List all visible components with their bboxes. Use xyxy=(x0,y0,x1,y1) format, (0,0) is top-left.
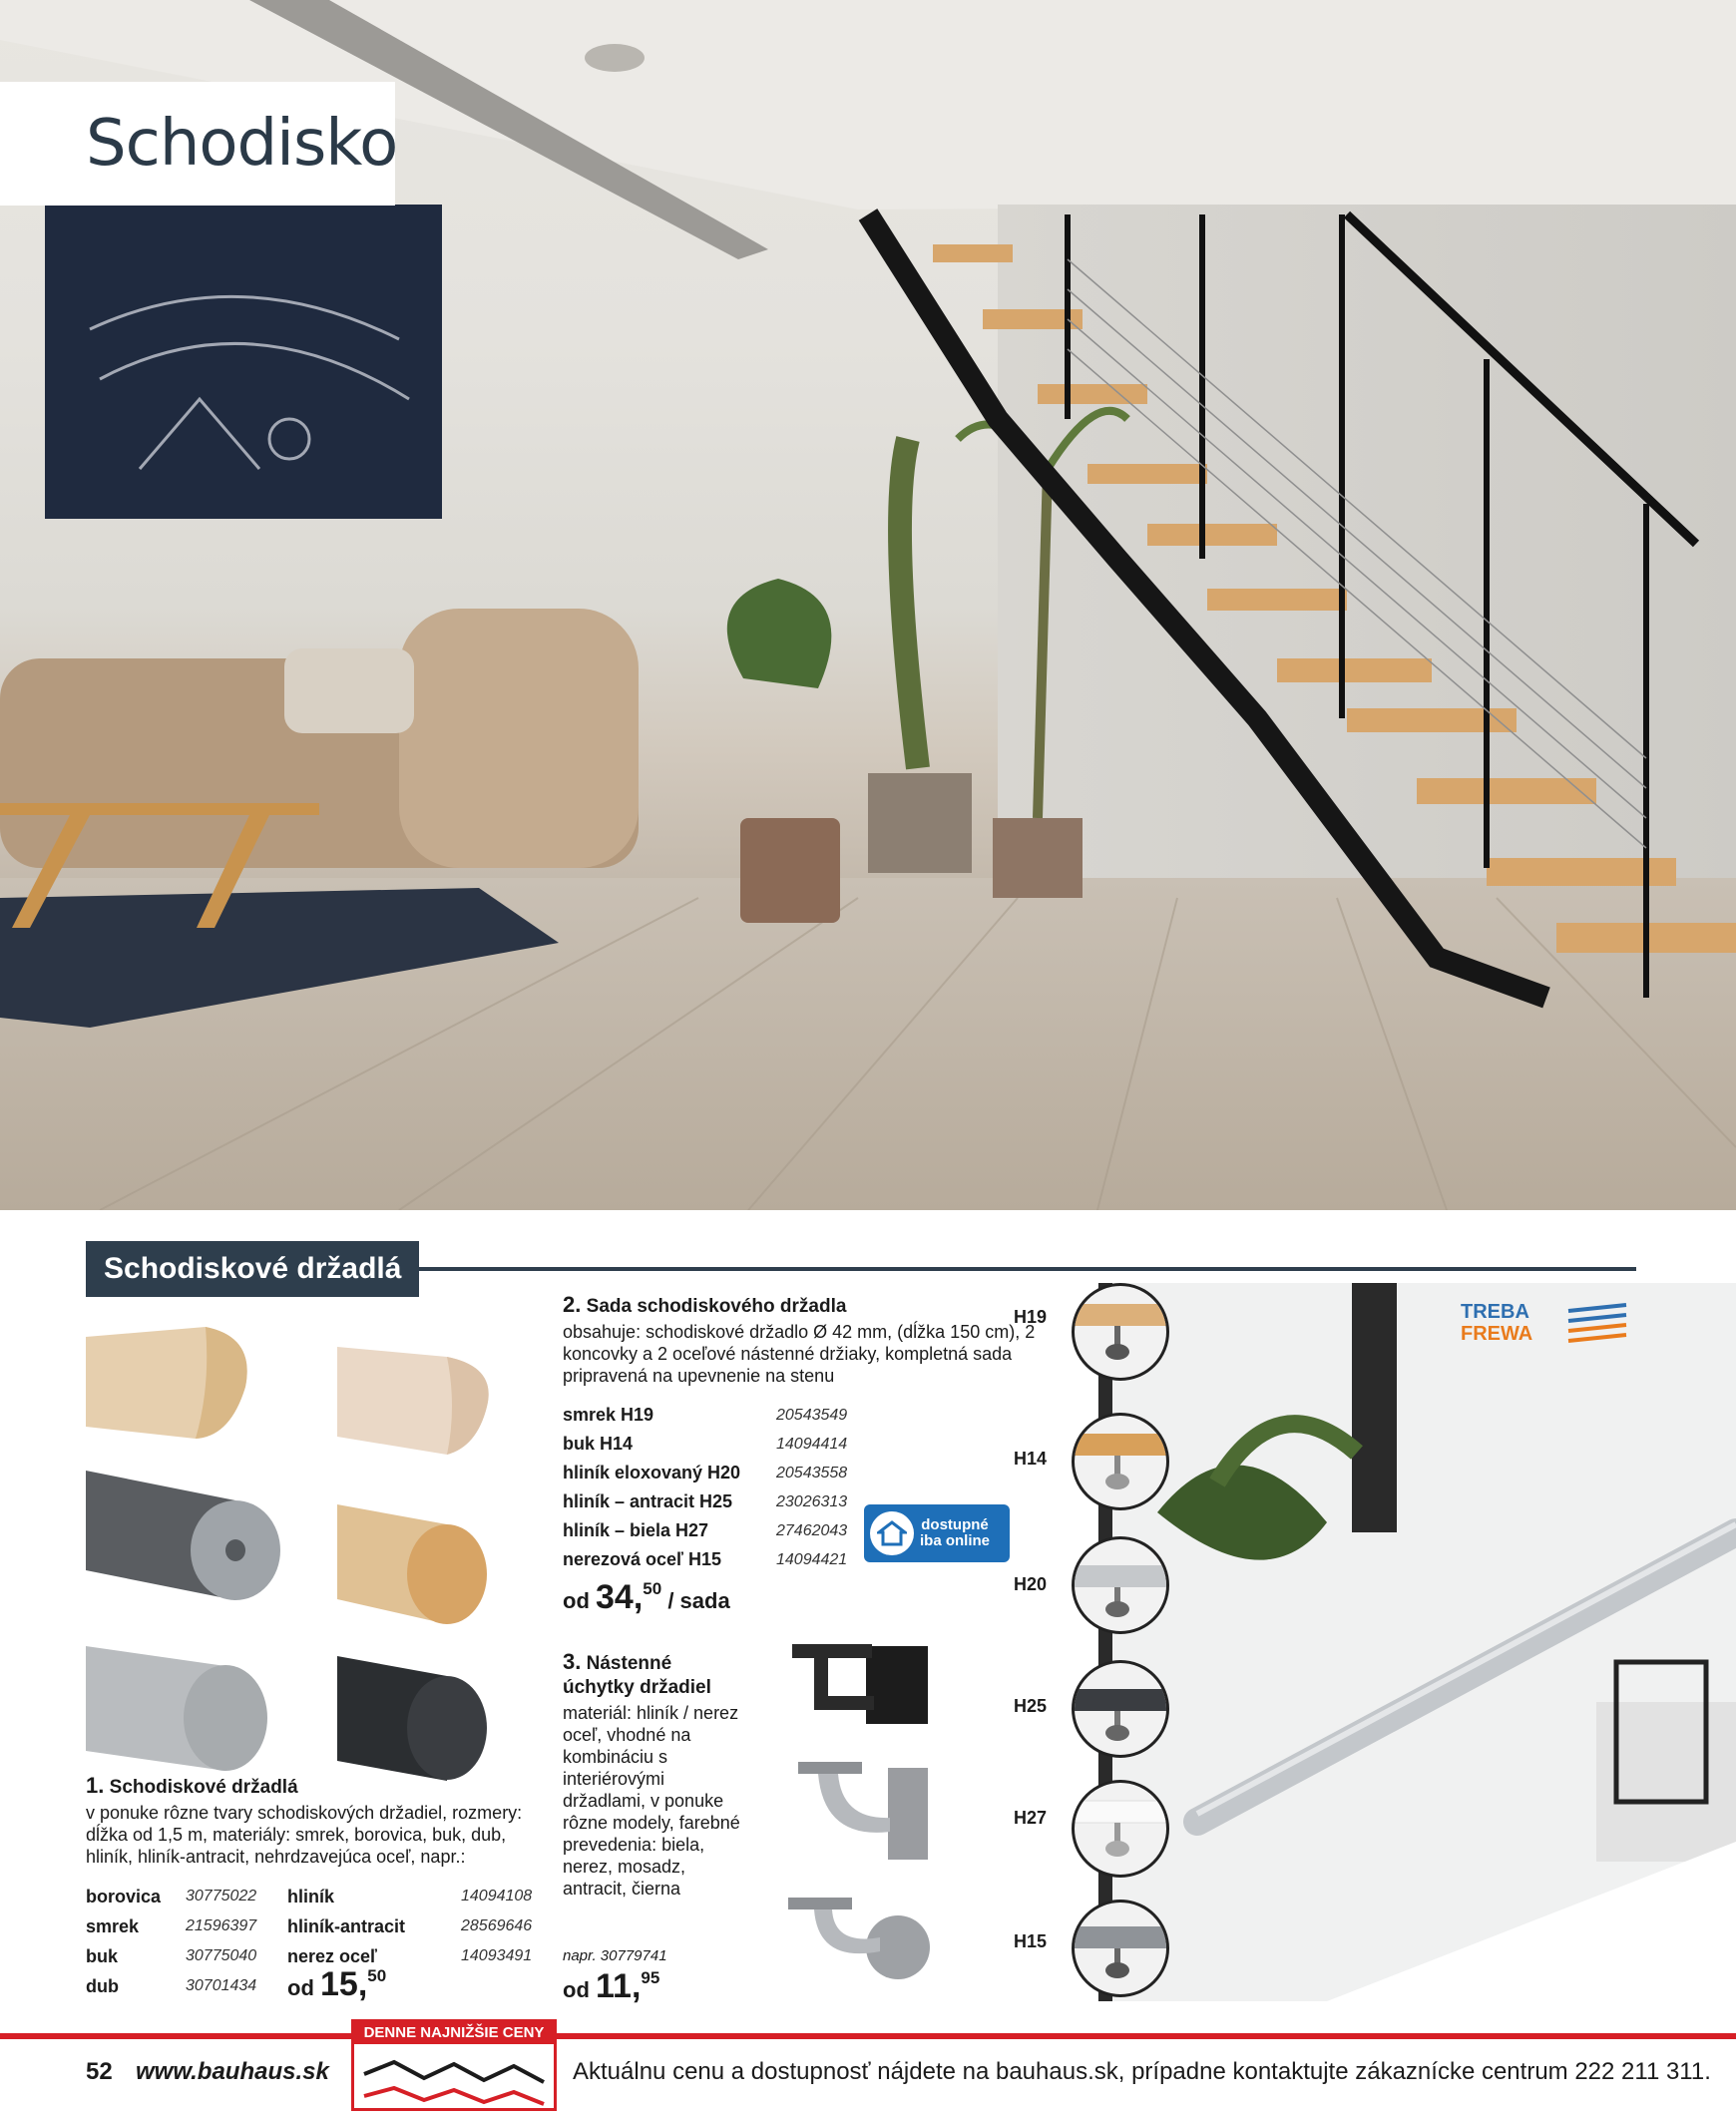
product2-title: Sada schodiskového držadla xyxy=(586,1296,847,1317)
variant-label-h25: H25 xyxy=(1014,1696,1048,1716)
lowest-prices-logo xyxy=(351,2019,557,2111)
table-row: smrek 21596397 xyxy=(86,1916,257,1936)
brand-logo: TREBA FREWA xyxy=(1461,1301,1533,1345)
table-row: buk H14 14094414 xyxy=(563,1434,848,1454)
table-row: hliník-antracit 28569646 xyxy=(287,1916,533,1936)
handrail-aluminium-image xyxy=(86,1646,285,1776)
wall-bracket-steel-square-image xyxy=(794,1758,934,1868)
product1-number: 1. xyxy=(86,1773,105,1798)
product1-description: v ponuke rôzne tvary schodiskových držadiel, rozmery: dĺžka od 1,5 m, materiály: smrek, borovica, buk, dub, hliník, hliník-antracit, nehrdzavejúca oceľ, napr.: xyxy=(86,1803,523,1867)
table-row: nerez oceľ 14093491 xyxy=(287,1946,533,1966)
website-link[interactable]: www.bauhaus.sk xyxy=(136,2058,329,2085)
table-row: smrek H19 20543549 xyxy=(563,1405,848,1425)
variant-h27-swatch xyxy=(1072,1780,1169,1878)
online-badge-label: dostupné iba online xyxy=(920,1516,991,1549)
table-row: hliník – antracit H25 23026313 xyxy=(563,1491,848,1511)
product2-description: obsahuje: schodiskové držadlo Ø 42 mm, (dĺžka 150 cm), 2 koncovky a 2 oceľové nástenné držiaky, kompletná sada pripravená na upevnenie na stenu xyxy=(563,1322,1036,1386)
wall-bracket-black-image xyxy=(786,1636,936,1731)
variant-label-h14: H14 xyxy=(1014,1449,1048,1469)
handrail-beech-image xyxy=(337,1504,497,1634)
shopping-cart-icon xyxy=(870,1511,914,1555)
product3-price: od 11,95 xyxy=(563,1967,660,2005)
variant-label-h27: H27 xyxy=(1014,1808,1048,1828)
handrail-spruce-image xyxy=(337,1347,497,1457)
page-title-box xyxy=(0,82,398,206)
wall-bracket-steel-round-image xyxy=(784,1892,934,2003)
product2-number: 2. xyxy=(563,1292,582,1317)
lowest-prices-label: DENNE NAJNIŽŠIE CENY xyxy=(354,2022,554,2044)
product2-heading xyxy=(563,1293,846,1319)
page-title: Schodisko xyxy=(86,107,398,181)
product2-price: od 34,50 / sada xyxy=(563,1578,730,1616)
table-row: nerezová oceľ H15 14094421 xyxy=(563,1549,848,1569)
section-title: Schodiskové držadlá xyxy=(86,1241,419,1297)
handrail-steel-image xyxy=(86,1471,285,1610)
footer-divider xyxy=(0,2033,1736,2039)
online-only-badge[interactable] xyxy=(864,1504,1010,1562)
table-row: dub 30701434 xyxy=(86,1976,257,1996)
product3-example-code: napr. 30779741 xyxy=(563,1947,667,1964)
wall-with-handrail-illustration xyxy=(1097,1283,1736,2001)
variant-h15-swatch xyxy=(1072,1900,1169,1997)
variant-h19-swatch xyxy=(1072,1283,1169,1381)
variant-label-h20: H20 xyxy=(1014,1574,1048,1594)
product1-table-right xyxy=(287,1882,532,1971)
product1-table-left xyxy=(86,1882,256,2001)
price-graph-icon xyxy=(354,2044,554,2108)
footer-info-text: Aktuálnu cenu a dostupnosť nájdete na bauhaus.sk, prípadne kontaktujte zákaznícke centrum 222 211 311. xyxy=(573,2058,1711,2085)
table-row: buk 30775040 xyxy=(86,1946,257,1966)
variant-h14-swatch xyxy=(1072,1413,1169,1510)
page-number: 52 xyxy=(86,2058,113,2085)
handrail-pine-image xyxy=(86,1327,255,1442)
handrail-anthracite-image xyxy=(337,1656,497,1786)
table-row: hliník 14094108 xyxy=(287,1887,533,1906)
table-row: hliník eloxovaný H20 20543558 xyxy=(563,1463,848,1483)
variant-label-h15: H15 xyxy=(1014,1931,1048,1951)
brand-waves-icon xyxy=(1566,1303,1628,1343)
table-row: borovica 30775022 xyxy=(86,1887,257,1906)
section-divider xyxy=(413,1267,1636,1271)
product3-description: materiál: hliník / nerez oceľ, vhodné na kombináciu s interiérovými držadlami, v ponuke rôzne modely, farebné prevedenia: biela, nerez, mosadz, antracit, čierna xyxy=(563,1703,740,1899)
product1-price: od 15,50 xyxy=(287,1965,387,2003)
variant-h20-swatch xyxy=(1072,1536,1169,1634)
table-row: hliník – biela H27 27462043 xyxy=(563,1520,848,1540)
variant-h25-swatch xyxy=(1072,1660,1169,1758)
handrail-variants-photo xyxy=(1097,1283,1736,2001)
product1-title: Schodiskové držadlá xyxy=(109,1777,298,1798)
product1-heading xyxy=(86,1774,298,1800)
variant-label-h19: H19 xyxy=(1014,1307,1048,1327)
product3-number: 3. xyxy=(563,1649,582,1674)
product3-heading: 3. Nástenné úchytky držadiel xyxy=(563,1649,711,1698)
product2-table xyxy=(563,1401,847,1574)
